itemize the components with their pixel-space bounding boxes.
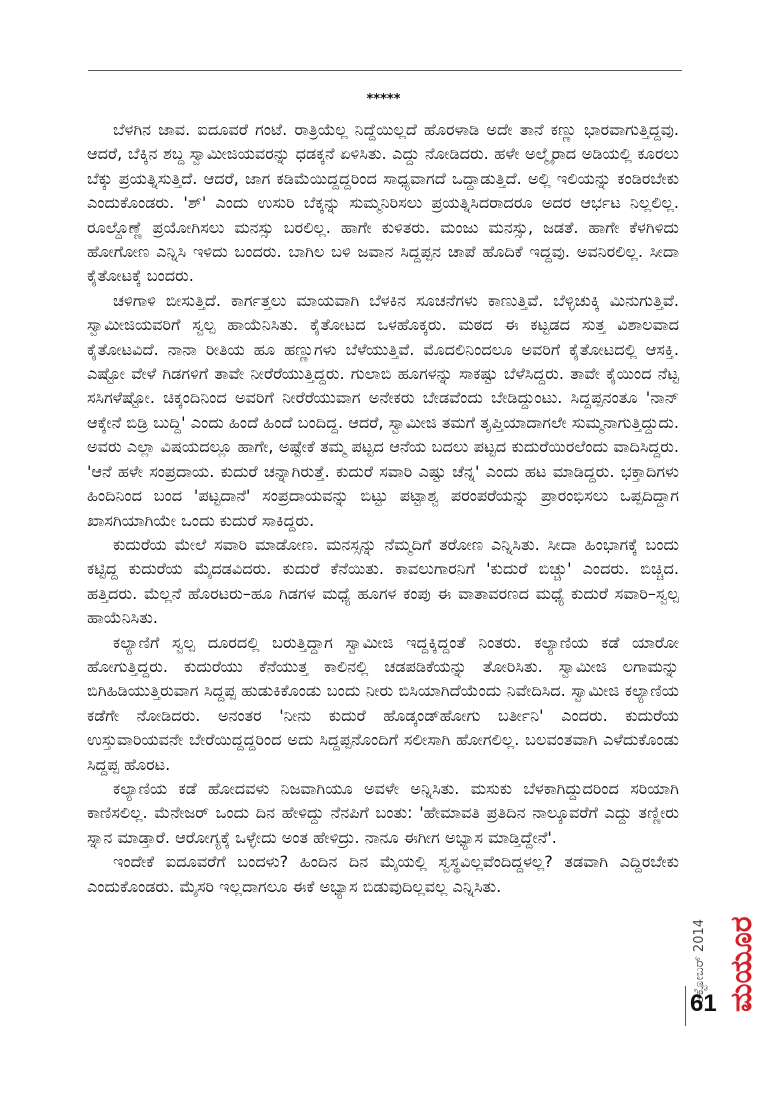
- paragraph-2: ಚಳಿಗಾಳಿ ಬೀಸುತ್ತಿದೆ. ಕಾರ್ಗತ್ತಲು ಮಾಯವಾಗಿ ಬೆಳಕಿನ ಸೂಚನೆಗಳು ಕಾಣುತ್ತಿವೆ. ಬೆಳ್ಳಿಚುಕ್ಕಿ ಮಿನುಗುತ್ತಿವೆ. ಸ್ವಾಮೀಜಿಯವರಿಗೆ ಸ್ವಲ್ಪ ಹಾಯೆನಿಸಿತು. ಕೈತೋಟದ ಒಳಹೊಕ್ಕರು. ಮಠದ ಈ ಕಟ್ಟಡದ ಸುತ್ತ ವಿಶಾಲವಾದ ಕೈತೋಟವಿದೆ. ನಾನಾ ರೀತಿಯ ಹೂ ಹಣ್ಣುಗಳು ಬೆಳೆಯುತ್ತಿವೆ. ಮೊದಲಿನಿಂದಲೂ ಅವರಿಗೆ ಕೈತೋಟದಲ್ಲಿ ಆಸಕ್ತಿ. ಎಷ್ಟೋ ವೇಳೆ ಗಿಡಗಳಿಗೆ ತಾವೇ ನೀರೆರೆಯುತ್ತಿದ್ದರು. ಗುಲಾಬಿ ಹೂಗಳನ್ನು ಸಾಕಷ್ಟು ಬೆಳೆಸಿದ್ದರು. ತಾವೇ ಕೈಯಿಂದ ನೆಟ್ಟ ಸಸಿಗಳೆಷ್ಟೋ. ಚಿಕ್ಕಂದಿನಿಂದ ಅವರಿಗೆ ನೀರೆರೆಯುವಾಗ ಅನೇಕರು ಬೇಡವೆಂದು ಬೇಡಿದ್ದುಂಟು. ಸಿದ್ದಪ್ಪನಂತೂ 'ನಾನ್ ಆಕ್ಕೇನೆ ಬಿಡ್ರಿ ಬುದ್ದಿ' ಎಂದು ಹಿಂದೆ ಹಿಂದೆ ಬಂದಿದ್ದ. ಆದರೆ, ಸ್ವಾಮೀಜಿ ತಮಗೆ ತೃಪ್ತಿಯಾದಾಗಲೇ ಸುಮ್ಮನಾಗುತ್ತಿದ್ದುದು. ಅವರು ಎಲ್ಲಾ ವಿಷಯದಲ್ಲೂ ಹಾಗೇ, ಅಷ್ಟೇಕೆ ತಮ್ಮ ಪಟ್ಟದ ಆನೆಯ ಬದಲು ಪಟ್ಟದ ಕುದುರೆಯಿರಲೆಂದು ವಾದಿಸಿದ್ದರು. 'ಆನೆ ಹಳೇ ಸಂಪ್ರದಾಯ. ಕುದುರೆ ಚನ್ನಾಗಿರುತ್ತೆ. ಕುದುರೆ ಸವಾರಿ ಎಷ್ಟು ಚೆನ್ನ' ಎಂದು ಹಟ ಮಾಡಿದ್ದರು. ಭಕ್ತಾದಿಗಳು ಹಿಂದಿನಿಂದ ಬಂದ 'ಪಟ್ಟದಾನೆ' ಸಂಪ್ರದಾಯವನ್ನು ಬಿಟ್ಟು ಪಟ್ಟಾಶ್ವ ಪರಂಪರೆಯನ್ನು ಪ್ರಾರಂಭಿಸಲು ಒಪ್ಪದಿದ್ದಾಗ ಖಾಸಗಿಯಾಗಿಯೇ ಒಂದು ಕುದುರೆ ಸಾಕಿದ್ದರು.: [87, 290, 679, 530]
- footer-divider: [685, 986, 686, 1026]
- paragraph-6: ಇಂದೇಕೆ ಐದೂವರೆಗೆ ಬಂದಳು? ಹಿಂದಿನ ದಿನ ಮೈಯಲ್ಲಿ ಸ್ವಸ್ಥವಿಲ್ಲವೆಂದಿದ್ದಳಲ್ಲ? ತಡವಾಗಿ ಎದ್ದಿರಬೇಕು ಎಂದುಕೊಂಡರು. ಮೈಸರಿ ಇಲ್ಲದಾಗಲೂ ಈಕೆ ಅಭ್ಯಾಸ ಬಿಡುವುದಿಲ್ಲವಲ್ಲ ಎನ್ನಿಸಿತು.: [87, 852, 679, 896]
- paragraph-1: ಬೆಳಗಿನ ಜಾವ. ಐದೂವರೆ ಗಂಟೆ. ರಾತ್ರಿಯೆಲ್ಲ ನಿದ್ದೆಯಿಲ್ಲದೆ ಹೊರಳಾಡಿ ಅದೇ ತಾನೆ ಕಣ್ಣು ಭಾರವಾಗುತ್ತಿದ್ದವು. ಆದರೆ, ಬೆಕ್ಕಿನ ಶಬ್ದ ಸ್ವಾಮೀಜಿಯವರನ್ನು ಧಡಕ್ಕನೆ ಏಳಿಸಿತು. ಎದ್ದು ನೋಡಿದರು. ಹಳೇ ಅಲ್ಮೈರಾದ ಅಡಿಯಲ್ಲಿ ಕೂರಲು ಬೆಕ್ಕು ಪ್ರಯತ್ನಿಸುತ್ತಿದೆ. ಆದರೆ, ಜಾಗ ಕಡಿಮೆಯಿದ್ದದ್ದರಿಂದ ಸಾಧ್ಯವಾಗದೆ ಒದ್ದಾಡುತ್ತಿದೆ. ಅಲ್ಲಿ ಇಲಿಯನ್ನು ಕಂಡಿರಬೇಕು ಎಂದುಕೊಂಡರು. 'ಶ್' ಎಂದು ಉಸುರಿ ಬೆಕ್ಕನ್ನು ಸುಮ್ಮನಿರಿಸಲು ಪ್ರಯತ್ನಿಸಿದರಾದರೂ ಅದರ ಆರ್ಭಟ ನಿಲ್ಲಲಿಲ್ಲ. ರೂಲ್ದೊಣ್ಣೆ ಪ್ರಯೋಗಿಸಲು ಮನಸ್ಸು ಬರಲಿಲ್ಲ. ಹಾಗೇ ಕುಳಿತರು. ಮಂಜು ಮನಸ್ಸು, ಜಡತೆ. ಹಾಗೇ ಕೆಳಗಿಳಿದು ಹೋಗೋಣ ಎನ್ನಿಸಿ ಇಳಿದು ಬಂದರು. ಬಾಗಿಲ ಬಳಿ ಜವಾನ ಸಿದ್ದಪ್ಪನ ಚಾಪೆ ಹೊದಿಕೆ ಇದ್ದವು. ಅವನಿರಲಿಲ್ಲ. ಸೀದಾ ಕೈತೋಟಕ್ಕೆ ಬಂದರು.: [87, 120, 679, 286]
- issue-date: ಅಕ್ಟೋಬರ್ 2014: [692, 918, 707, 1004]
- paragraph-3: ಕುದುರೆಯ ಮೇಲೆ ಸವಾರಿ ಮಾಡೋಣ. ಮನಸ್ಸನ್ನು ನೆಮ್ಮದಿಗೆ ತರೋಣ ಎನ್ನಿಸಿತು. ಸೀದಾ ಹಿಂಭಾಗಕ್ಕೆ ಬಂದು ಕಟ್ಟಿದ್ದ ಕುದುರೆಯ ಮೈದಡವಿದರು. ಕುದುರೆ ಕೆನೆಯಿತು. ಕಾವಲುಗಾರನಿಗೆ 'ಕುದುರೆ ಬಿಚ್ಚು' ಎಂದರು. ಬಿಚ್ಚಿದ. ಹತ್ತಿದರು. ಮೆಲ್ಲನೆ ಹೊರಟರು–ಹೂ ಗಿಡಗಳ ಮಧ್ಯೆ ಹೂಗಳ ಕಂಪು ಈ ವಾತಾವರಣದ ಮಧ್ಯೆ ಕುದುರೆ ಸವಾರಿ–ಸ್ವಲ್ಪ ಹಾಯೆನಿಸಿತು.: [87, 534, 679, 628]
- paragraph-5: ಕಲ್ಯಾಣಿಯ ಕಡೆ ಹೋದವಳು ನಿಜವಾಗಿಯೂ ಅವಳೇ ಅನ್ನಿಸಿತು. ಮಸುಕು ಬೆಳಕಾಗಿದ್ದುದರಿಂದ ಸರಿಯಾಗಿ ಕಾಣಿಸಲಿಲ್ಲ. ಮೆನೇಜರ್ ಒಂದು ದಿನ ಹೇಳಿದ್ದು ನೆನಪಿಗೆ ಬಂತು: 'ಹೇಮಾವತಿ ಪ್ರತಿದಿನ ನಾಲ್ಕೂವರೆಗೆ ಎದ್ದು ತಣ್ಣೀರು ಸ್ನಾನ ಮಾಡ್ತಾರೆ. ಆರೋಗ್ಯಕ್ಕೆ ಒಳ್ಳೇದು ಅಂತ ಹೇಳಿದ್ರು. ನಾನೂ ಈಗೀಗ ಅಭ್ಯಾಸ ಮಾಡ್ತಿದ್ದೇನೆ'.: [87, 778, 679, 847]
- article-body: [87, 118, 679, 899]
- top-rule: [88, 70, 682, 71]
- magazine-masthead: ಮಯೂರ: [724, 916, 759, 1012]
- paragraph-4: ಕಲ್ಯಾಣಿಗೆ ಸ್ವಲ್ಪ ದೂರದಲ್ಲಿ ಬರುತ್ತಿದ್ದಾಗ ಸ್ವಾಮೀಜಿ ಇದ್ದಕ್ಕಿದ್ದಂತೆ ನಿಂತರು. ಕಲ್ಯಾಣಿಯ ಕಡೆ ಯಾರೋ ಹೋಗುತ್ತಿದ್ದರು. ಕುದುರೆಯು ಕೆನೆಯುತ್ತ ಕಾಲಿನಲ್ಲಿ ಚಡಪಡಿಕೆಯನ್ನು ತೋರಿಸಿತು. ಸ್ವಾಮೀಜಿ ಲಗಾಮನ್ನು ಬಿಗಿಹಿಡಿಯುತ್ತಿರುವಾಗ ಸಿದ್ದಪ್ಪ ಹುಡುಕಿಕೊಂಡು ಬಂದು ನೀರು ಬಿಸಿಯಾಗಿದೆಯೆಂದು ನಿವೇದಿಸಿದ. ಸ್ವಾಮೀಜಿ ಕಲ್ಯಾಣಿಯ ಕಡೆಗೇ ನೋಡಿದರು. ಅನಂತರ 'ನೀನು ಕುದುರೆ ಹೊಡ್ಕಂಡ್‌ಹೋಗು ಬರ್ತೀನಿ' ಎಂದರು. ಕುದುರೆಯ ಉಸ್ತುವಾರಿಯವನೇ ಬೇರೆಯಿದ್ದದ್ದರಿಂದ ಅದು ಸಿದ್ದಪ್ಪನೊಂದಿಗೆ ಸಲೀಸಾಗಿ ಹೋಗಲಿಲ್ಲ. ಬಲವಂತವಾಗಿ ಎಳೆದುಕೊಂಡು ಸಿದ್ದಪ್ಪ ಹೊರಟ.: [87, 632, 679, 774]
- section-separator: *****: [366, 92, 401, 107]
- page-number: 61: [690, 990, 717, 1017]
